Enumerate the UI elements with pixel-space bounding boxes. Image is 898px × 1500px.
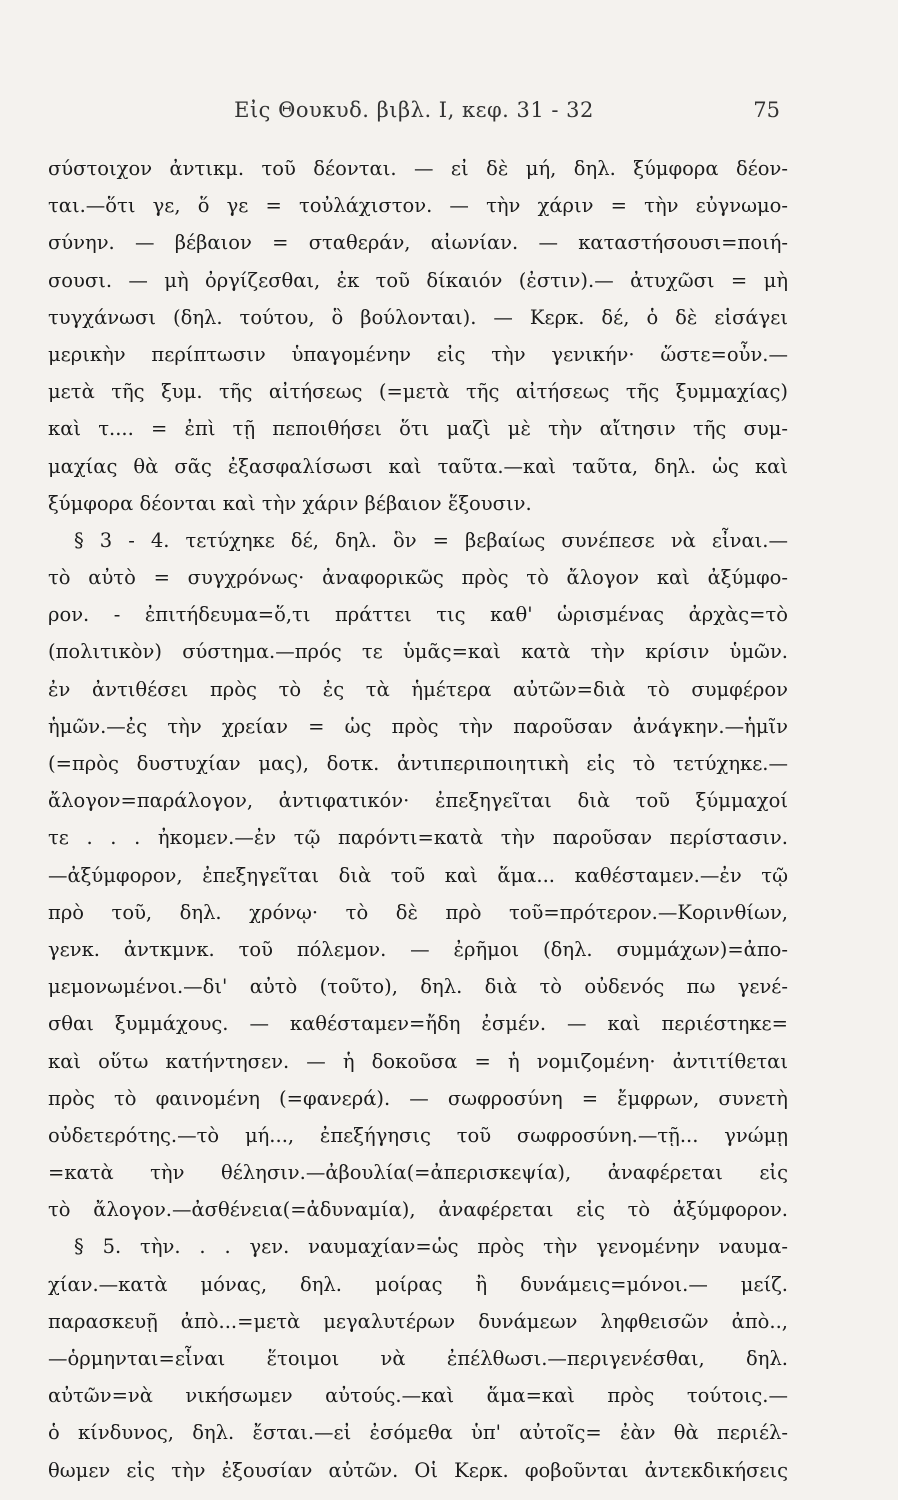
text-line: γενκ. ἀντκμνκ. τοῦ πόλεμον. — ἐρῆμοι (δηλ. συμμάχων)=ἀπο- — [48, 937, 788, 961]
running-title: Εἰς Θουκυδ. βιβλ. Ι, κεφ. 31 - 32 — [234, 98, 594, 122]
text-line: ται.—ὅτι γε, ὅ γε = τοὐλάχιστον. — τὴν χάριν = τὴν εὐγνωμο- — [48, 194, 788, 218]
text-line: τὸ ἄλογον.—ἀσθένεια(=ἀδυναμία), ἀναφέρεται εἰς τὸ ἀξύμφορον. — [48, 1198, 788, 1222]
text-line: μαχίας θὰ σᾶς ἐξασφαλίσωσι καὶ ταῦτα.—καὶ ταῦτα, δηλ. ὡς καὶ — [48, 454, 788, 478]
text-line: ρον. - ἐπιτήδευμα=ὅ,τι πράττει τις καθ' ὡρισμένας ἀρχὰς=τὸ — [48, 603, 788, 627]
text-line: πρὸς τὸ φαινομένη (=φανερά). — σωφροσύνη = ἔμφρων, συνετὴ — [48, 1086, 788, 1110]
text-line: ἄλογον=παράλογον, ἀντιφατικόν· ἐπεξηγεῖται διὰ τοῦ ξύμμαχοί — [48, 789, 788, 813]
text-line: σύνην. — βέβαιον = σταθεράν, αἰωνίαν. — καταστήσουσι=ποιή- — [48, 231, 788, 255]
text-line: § 5. τὴν. . . γεν. ναυμαχίαν=ὡς πρὸς τὴν γενομένην ναυμα- — [74, 1235, 788, 1259]
text-line: καὶ οὕτω κατήντησεν. — ἡ δοκοῦσα = ἡ νομιζομένη· ἀντιτίθεται — [48, 1049, 788, 1073]
text-line: αὐτῶν=νὰ νικήσωμεν αὐτούς.—καὶ ἅμα=καὶ πρὸς τούτοις.— — [48, 1384, 788, 1408]
text-line: μετὰ τῆς ξυμ. τῆς αἰτήσεως (=μετὰ τῆς αἰτήσεως τῆς ξυμμαχίας) — [48, 380, 788, 404]
text-line: σύστοιχον ἀντικμ. τοῦ δέονται. — εἰ δὲ μή, δηλ. ξύμφορα δέον- — [48, 157, 788, 180]
commentary-text — [48, 150, 788, 1489]
text-line: ἡμῶν.—ἐς τὴν χρείαν = ὡς πρὸς τὴν παροῦσαν ἀνάγκην.—ἡμῖν — [48, 714, 788, 738]
text-line: χίαν.—κατὰ μόνας, δηλ. μοίρας ἢ δυνάμεις=μόνοι.— μείζ. — [48, 1272, 788, 1296]
text-line: ἐν ἀντιθέσει πρὸς τὸ ἐς τὰ ἡμέτερα αὐτῶν=διὰ τὸ συμφέρον — [48, 677, 788, 701]
text-line: (πολιτικὸν) σύστημα.—πρός τε ὑμᾶς=καὶ κατὰ τὴν κρίσιν ὑμῶν. — [48, 640, 788, 664]
text-line: μεμονωμένοι.—δι' αὐτὸ (τοῦτο), δηλ. διὰ τὸ οὐδενός πω γενέ- — [48, 975, 788, 999]
text-line: ξύμφορα δέονται καὶ τὴν χάριν βέβαιον ἕξουσιν. — [48, 491, 532, 515]
text-line: σουσι. — μὴ ὀργίζεσθαι, ἐκ τοῦ δίκαιόν (ἐστιν).— ἀτυχῶσι = μὴ — [48, 268, 788, 292]
running-head — [48, 98, 780, 132]
text-line: καὶ τ.... = ἐπὶ τῇ πεποιθήσει ὅτι μαζὶ μὲ τὴν αἴτησιν τῆς συμ- — [48, 417, 788, 441]
text-line: (=πρὸς δυστυχίαν μας), δοτκ. ἀντιπεριποιητικὴ εἰς τὸ τετύχηκε.— — [48, 752, 788, 775]
text-line: οὐδετερότης.—τὸ μή..., ἐπεξήγησις τοῦ σωφροσύνη.—τῇ... γνώμῃ — [48, 1123, 788, 1147]
text-line: =κατὰ τὴν θέλησιν.—ἀβουλία(=ἀπερισκεψία), ἀναφέρεται εἰς — [48, 1161, 788, 1185]
text-line: σθαι ξυμμάχους. — καθέσταμεν=ἤδη ἐσμέν. — καὶ περιέστηκε= — [48, 1012, 788, 1036]
text-line: —ὁρμηνται=εἶναι ἕτοιμοι νὰ ἐπέλθωσι.—περιγενέσθαι, δηλ. — [48, 1347, 788, 1370]
text-line: ὁ κίνδυνος, δηλ. ἔσται.—εἰ ἐσόμεθα ὑπ' αὐτοῖς= ἐὰν θὰ περιέλ- — [48, 1421, 788, 1445]
text-line: τε . . . ἠκομεν.—ἐν τῷ παρόντι=κατὰ τὴν παροῦσαν περίστασιν. — [48, 826, 788, 850]
text-line: παρασκευῇ ἀπὸ...=μετὰ μεγαλυτέρων δυνάμεων ληφθεισῶν ἀπὸ.., — [48, 1309, 788, 1333]
text-line: πρὸ τοῦ, δηλ. χρόνῳ· τὸ δὲ πρὸ τοῦ=πρότερον.—Κορινθίων, — [48, 900, 788, 924]
text-line: τυγχάνωσι (δηλ. τούτου, ὃ βούλονται). — Κερκ. δέ, ὁ δὲ εἰσάγει — [48, 305, 788, 329]
text-line: § 3 - 4. τετύχηκε δέ, δηλ. ὃν = βεβαίως συνέπεσε νὰ εἶναι.— — [74, 528, 788, 552]
text-line: τὸ αὐτὸ = συγχρόνως· ἀναφορικῶς πρὸς τὸ ἄλογον καὶ ἀξύμφο- — [48, 566, 788, 590]
page-number: 75 — [753, 98, 780, 122]
text-line: θωμεν εἰς τὴν ἐξουσίαν αὐτῶν. Οἱ Κερκ. φοβοῦνται ἀντεκδικήσεις — [48, 1458, 788, 1482]
text-line: μερικὴν περίπτωσιν ὑπαγομένην εἰς τὴν γενικήν· ὥστε=οὖν.— — [48, 342, 788, 366]
text-line: —ἀξύμφορον, ἐπεξηγεῖται διὰ τοῦ καὶ ἅμα... καθέσταμεν.—ἐν τῷ — [48, 863, 788, 887]
